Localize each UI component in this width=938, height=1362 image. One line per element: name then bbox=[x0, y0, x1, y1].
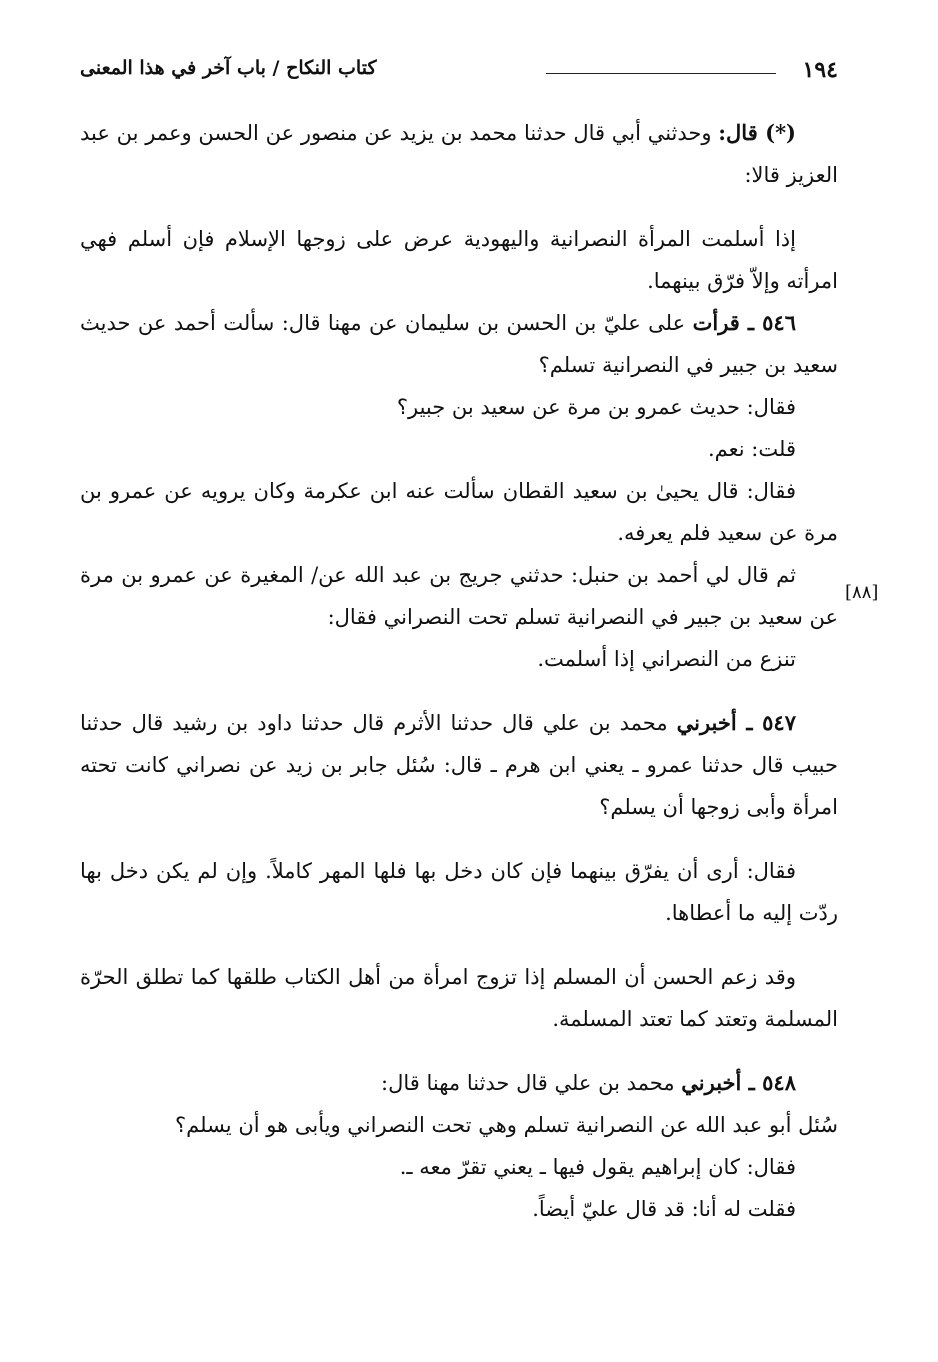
paragraph bbox=[80, 470, 838, 554]
paragraph-text: إذا أسلمت المرأة النصرانية واليهودية عرض على زوجها الإسلام فإن أسلم فهي امرأته وإلاّ فرّق بينهما. bbox=[80, 227, 838, 293]
paragraph-text: قلت: نعم. bbox=[708, 437, 796, 461]
paragraph-text: فقال: أرى أن يفرّق بينهما فإن كان دخل بها فلها المهر كاملاً. وإن لم يكن دخل بها ردّت إليه ما أعطاها. bbox=[80, 859, 838, 925]
paragraph bbox=[80, 850, 838, 934]
paragraph bbox=[80, 956, 838, 1040]
running-title: كتاب النكاح / باب آخر في هذا المعنى bbox=[80, 57, 377, 79]
paragraph-lead: (*) قال: bbox=[718, 120, 796, 145]
paragraph-text: فقال: كان إبراهيم يقول فيها ـ يعني تقرّ معه ـ. bbox=[399, 1155, 796, 1179]
paragraph bbox=[80, 112, 838, 196]
header-rule bbox=[546, 73, 776, 74]
page-body bbox=[80, 112, 838, 1230]
paragraph-text: وقد زعم الحسن أن المسلم إذا تزوج امرأة من أهل الكتاب طلقها كما تطلق الحرّة المسلمة وتعتد كما تعتد المسلمة. bbox=[80, 965, 838, 1031]
paragraph bbox=[80, 1188, 838, 1230]
margin-page-marker: [٨٨] bbox=[845, 582, 879, 603]
paragraph-text: سُئل أبو عبد الله عن النصرانية تسلم وهي تحت النصراني ويأبى هو أن يسلم؟ bbox=[175, 1113, 838, 1137]
paragraph bbox=[80, 1104, 838, 1146]
paragraph bbox=[80, 554, 838, 638]
paragraph-text: تنزع من النصراني إذا أسلمت. bbox=[537, 647, 796, 671]
paragraph-text: محمد بن علي قال حدثنا الأثرم قال حدثنا داود بن رشيد قال حدثنا حبيب قال حدثنا عمرو ـ يعني ابن هرم ـ قال: سُئل جابر بن زيد عن نصراني كانت تحته امرأة وأبى زوجها أن يسلم؟ bbox=[80, 711, 838, 819]
paragraph-text: على عليّ بن الحسن بن سليمان عن مهنا قال: سألت أحمد عن حديث سعيد بن جبير في النصرانية تسلم؟ bbox=[80, 311, 838, 377]
paragraph-text: محمد بن علي قال حدثنا مهنا قال: bbox=[381, 1071, 682, 1095]
paragraph-text: فقال: حديث عمرو بن مرة عن سعيد بن جبير؟ bbox=[396, 395, 796, 419]
paragraph bbox=[80, 428, 838, 470]
paragraph-text: ثم قال لي أحمد بن حنبل: حدثني جريج بن عبد الله عن/ المغيرة عن عمرو بن مرة عن سعيد بن جبير في النصرانية تسلم تحت النصراني فقال: bbox=[80, 563, 838, 629]
paragraph bbox=[80, 386, 838, 428]
paragraph bbox=[80, 638, 838, 680]
paragraph-lead: ٥٤٨ ـ أخبرني bbox=[681, 1070, 796, 1095]
paragraph bbox=[80, 1062, 838, 1104]
paragraph bbox=[80, 218, 838, 302]
paragraph-text: فقلت له أنا: قد قال عليّ أيضاً. bbox=[532, 1197, 796, 1221]
paragraph-lead: ٥٤٧ ـ أخبرني bbox=[676, 710, 796, 735]
page-number: ١٩٤ bbox=[802, 57, 838, 83]
paragraph bbox=[80, 1146, 838, 1188]
paragraph-text: وحدثني أبي قال حدثنا محمد بن يزيد عن منصور عن الحسن وعمر بن عبد العزيز قالا: bbox=[80, 121, 838, 187]
page-header bbox=[80, 55, 838, 95]
paragraph bbox=[80, 302, 838, 386]
paragraph bbox=[80, 702, 838, 828]
paragraph-lead: ٥٤٦ ـ قرأت bbox=[692, 310, 796, 335]
paragraph-text: فقال: قال يحيىٰ بن سعيد القطان سألت عنه ابن عكرمة وكان يرويه عن عمرو بن مرة عن سعيد فلم يعرفه. bbox=[80, 479, 838, 545]
